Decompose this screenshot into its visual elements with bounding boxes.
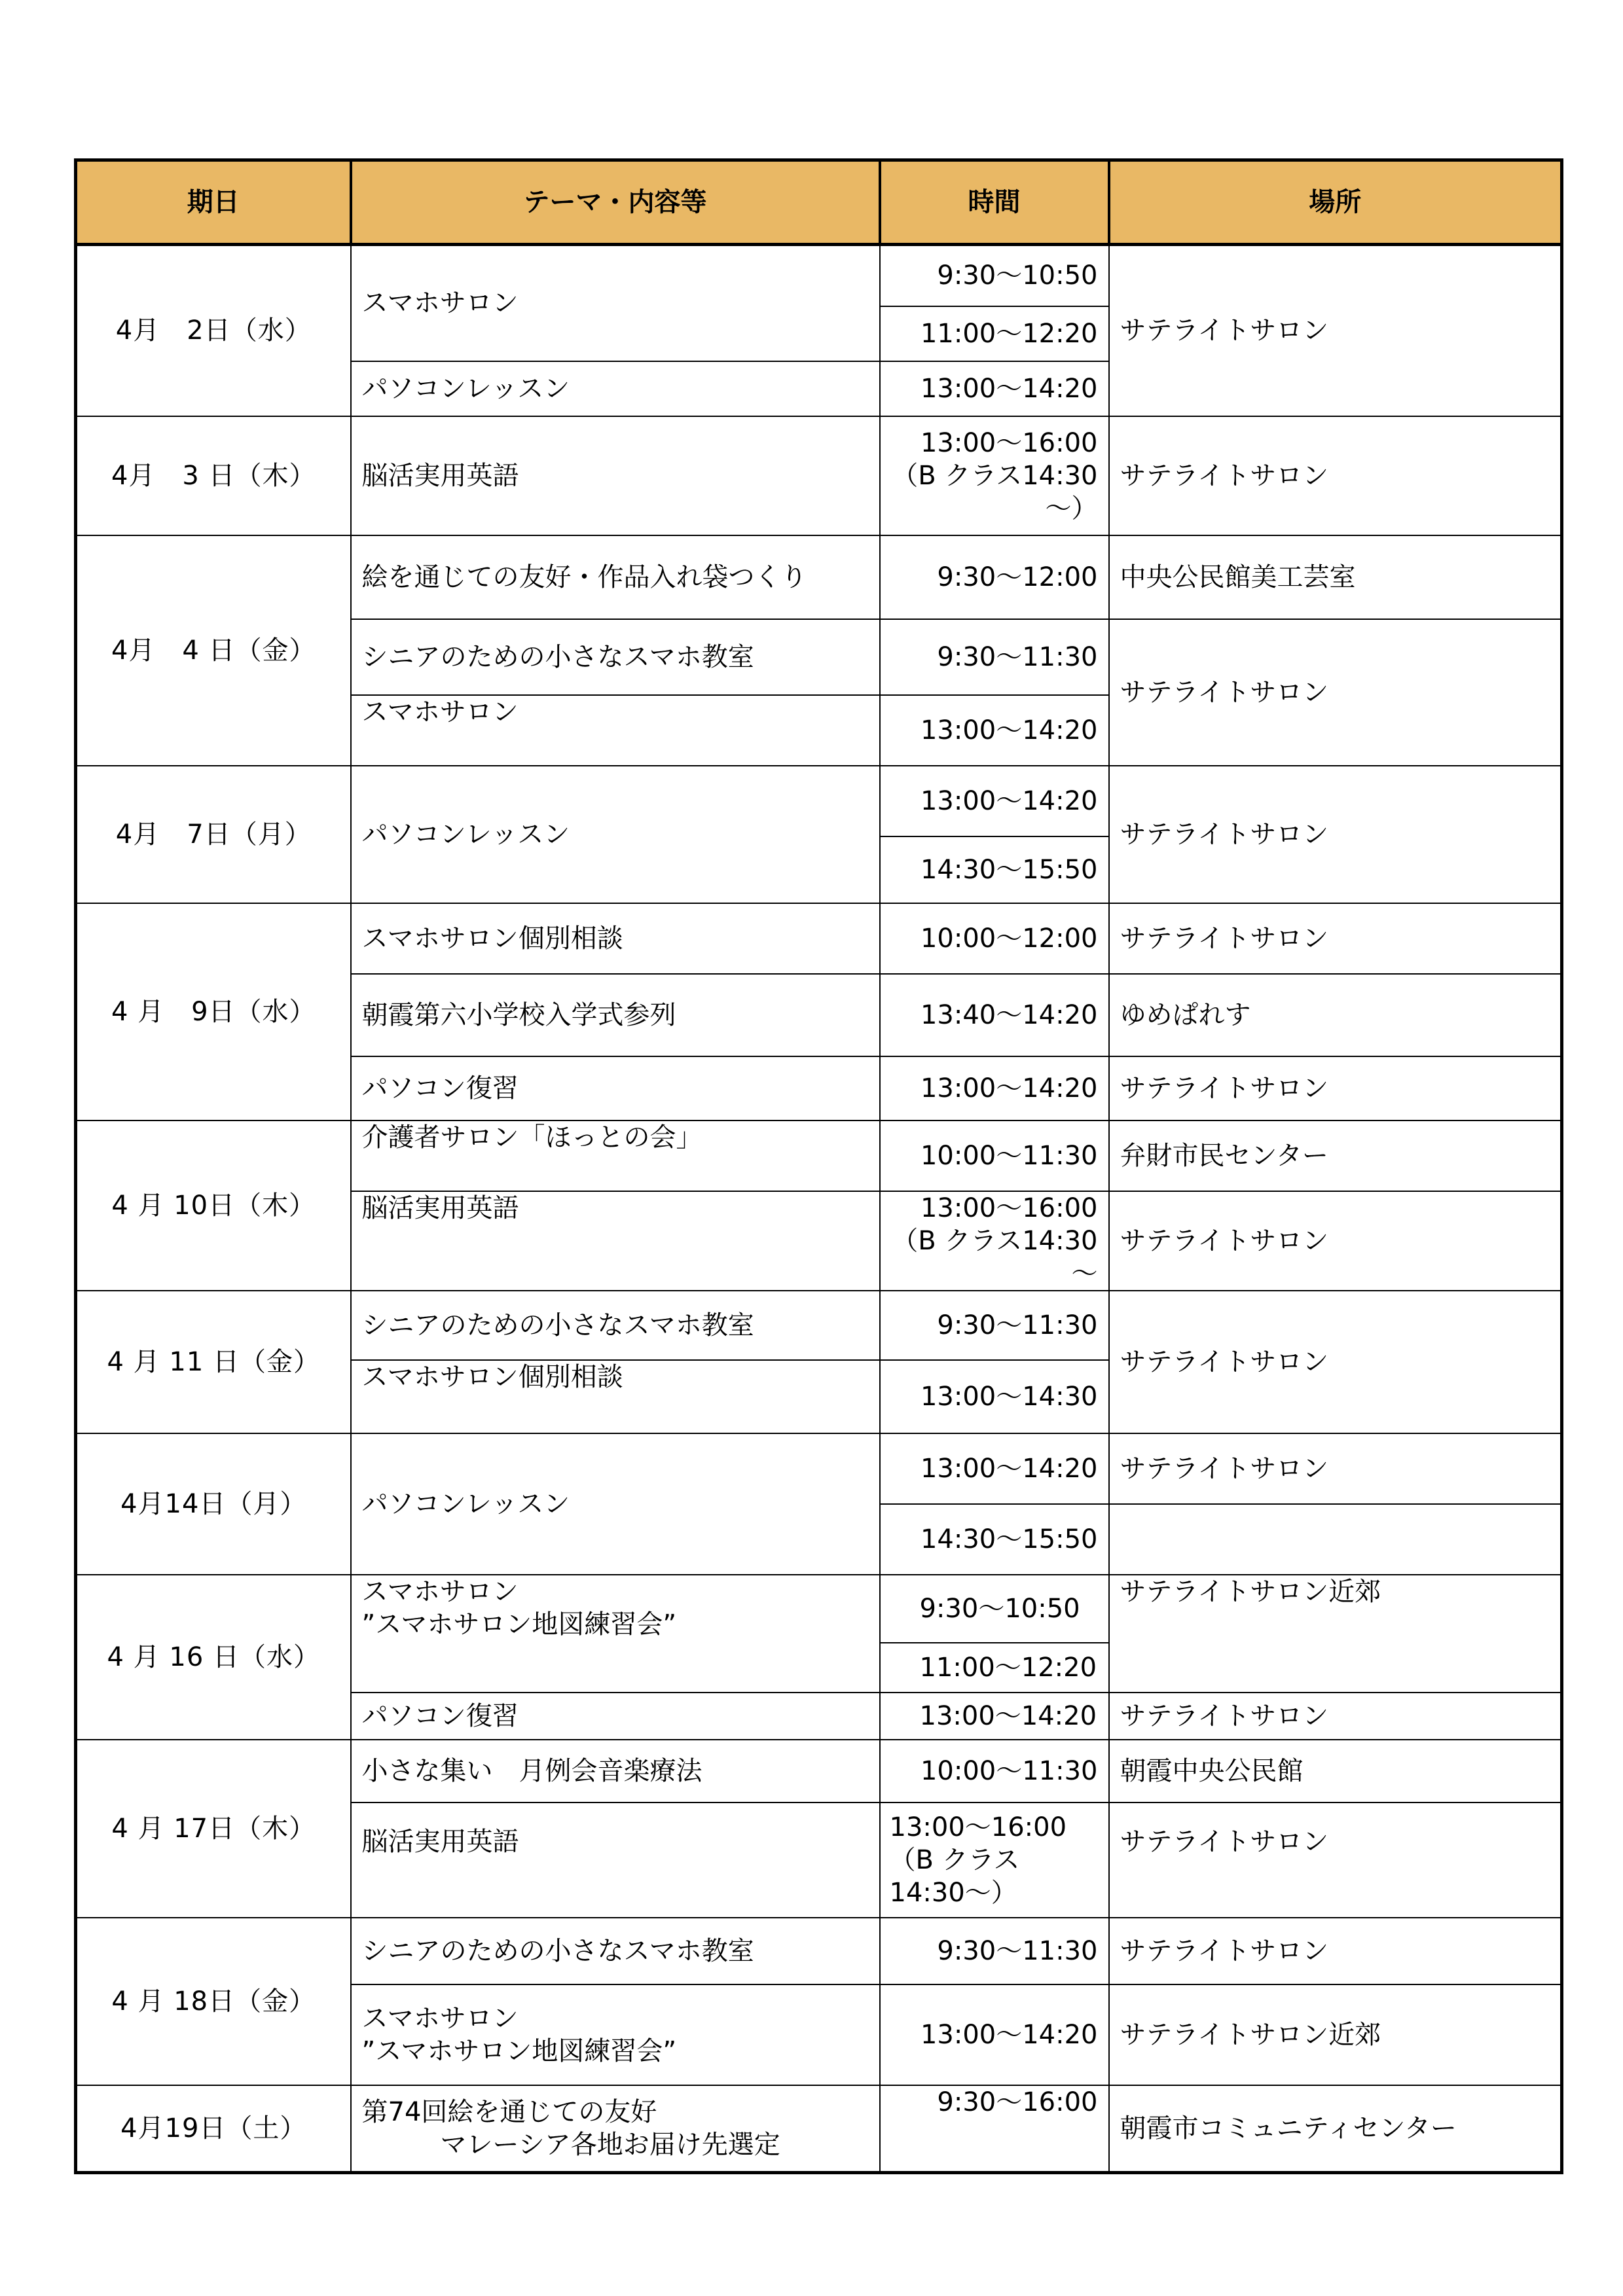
time-cell: 10:00～11:30: [880, 1740, 1109, 1803]
theme-cell: シニアのための小さなスマホ教室: [351, 619, 880, 695]
place-cell: サテライトサロン: [1109, 416, 1562, 535]
place-cell: サテライトサロン近郊: [1109, 1575, 1562, 1693]
schedule-table: [74, 158, 1563, 2174]
place-cell: サテライトサロン: [1109, 619, 1562, 766]
table-row: [76, 1575, 1562, 1643]
theme-cell: 朝霞第六小学校入学式参列: [351, 974, 880, 1056]
time-cell: 9:30～16:00: [880, 2085, 1109, 2173]
date-cell: 4月 2日（水）: [76, 245, 351, 416]
date-cell: 4 月 10日（木）: [76, 1121, 351, 1291]
header-time: 時間: [880, 160, 1109, 245]
date-cell: 4 月 11 日（金）: [76, 1291, 351, 1433]
time-cell: 9:30～12:00: [880, 535, 1109, 619]
time-cell: 13:00～16:00 （B クラス 14:30～）: [880, 1803, 1109, 1918]
time-cell: 10:00～11:30: [880, 1121, 1109, 1191]
theme-cell: スマホサロン個別相談: [351, 903, 880, 974]
theme-cell: 介護者サロン「ほっとの会」: [351, 1121, 880, 1191]
theme-cell: シニアのための小さなスマホ教室: [351, 1291, 880, 1360]
theme-cell: パソコン復習: [351, 1056, 880, 1121]
place-cell: [1109, 1504, 1562, 1575]
date-cell: 4 月 16 日（水）: [76, 1575, 351, 1740]
time-cell: 9:30～11:30: [880, 619, 1109, 695]
table-row: [76, 1121, 1562, 1191]
date-cell: 4月 3 日（木）: [76, 416, 351, 535]
place-cell: 弁財市民センター: [1109, 1121, 1562, 1191]
time-cell: 13:00～14:20: [880, 1984, 1109, 2085]
theme-cell: 脳活実用英語: [351, 1191, 880, 1291]
time-cell: 9:30～10:50: [880, 1575, 1109, 1643]
theme-cell: スマホサロン個別相談: [351, 1360, 880, 1433]
date-cell: 4月14日（月）: [76, 1433, 351, 1575]
time-cell: 13:00～14:20: [880, 695, 1109, 766]
table-row: [76, 903, 1562, 974]
place-cell: サテライトサロン: [1109, 1803, 1562, 1918]
theme-cell: パソコンレッスン: [351, 1433, 880, 1575]
header-row: [76, 160, 1562, 245]
date-cell: 4月19日（土）: [76, 2085, 351, 2173]
place-cell: 朝霞市コミュニティセンター: [1109, 2085, 1562, 2173]
header-date: 期日: [76, 160, 351, 245]
time-cell: 13:00～14:20: [880, 361, 1109, 416]
date-cell: 4 月 18日（金）: [76, 1918, 351, 2085]
table-row: [76, 1918, 1562, 1984]
time-cell: 13:00～14:20: [880, 1433, 1109, 1504]
place-cell: 朝霞中央公民館: [1109, 1740, 1562, 1803]
place-cell: サテライトサロン: [1109, 1191, 1562, 1291]
date-cell: 4 月 17日（木）: [76, 1740, 351, 1918]
theme-cell: 脳活実用英語: [351, 416, 880, 535]
place-cell: サテライトサロン: [1109, 1291, 1562, 1433]
place-cell: サテライトサロン: [1109, 903, 1562, 974]
time-cell: 13:00～14:20: [880, 1693, 1109, 1740]
time-cell: 9:30～11:30: [880, 1291, 1109, 1360]
theme-cell: 小さな集い 月例会音楽療法: [351, 1740, 880, 1803]
place-cell: ゆめぱれす: [1109, 974, 1562, 1056]
time-cell: 13:00～14:20: [880, 766, 1109, 836]
time-cell: 13:00～14:30: [880, 1360, 1109, 1433]
time-cell: 13:00～14:20: [880, 1056, 1109, 1121]
theme-cell: シニアのための小さなスマホ教室: [351, 1918, 880, 1984]
table-row: [76, 416, 1562, 535]
time-cell: 13:40～14:20: [880, 974, 1109, 1056]
place-cell: サテライトサロン: [1109, 1056, 1562, 1121]
theme-line: マレーシア各地お届け先選定: [440, 2129, 780, 2160]
time-cell: 10:00～12:00: [880, 903, 1109, 974]
time-cell: 14:30～15:50: [880, 836, 1109, 903]
time-cell: 11:00～12:20: [880, 1643, 1109, 1693]
time-cell: 14:30～15:50: [880, 1504, 1109, 1575]
place-cell: サテライトサロン: [1109, 245, 1562, 416]
time-cell: 13:00～16:00 （B クラス14:30 ～）: [880, 416, 1109, 535]
theme-cell: スマホサロン ”スマホサロン地図練習会”: [351, 1575, 880, 1693]
theme-cell: スマホサロン: [351, 245, 880, 361]
place-cell: サテライトサロン: [1109, 1918, 1562, 1984]
table-row: [76, 1433, 1562, 1504]
table-row: [76, 245, 1562, 306]
time-cell: 9:30～10:50: [880, 245, 1109, 306]
theme-cell: 絵を通じての友好・作品入れ袋つくり: [351, 535, 880, 619]
date-cell: 4月 7日（月）: [76, 766, 351, 903]
time-cell: 13:00～16:00 （B クラス14:30～: [880, 1191, 1109, 1291]
table-row: [76, 535, 1562, 619]
place-cell: サテライトサロン: [1109, 1693, 1562, 1740]
place-cell: 中央公民館美工芸室: [1109, 535, 1562, 619]
theme-cell: パソコン復習: [351, 1693, 880, 1740]
header-place: 場所: [1109, 160, 1562, 245]
theme-cell: [351, 2085, 880, 2173]
place-cell: サテライトサロン近郊: [1109, 1984, 1562, 2085]
theme-cell: パソコンレッスン: [351, 361, 880, 416]
table-row: [76, 1740, 1562, 1803]
header-theme: テーマ・内容等: [351, 160, 880, 245]
table-row: [76, 1291, 1562, 1360]
place-cell: サテライトサロン: [1109, 766, 1562, 903]
theme-cell: スマホサロン: [351, 695, 880, 766]
theme-cell: パソコンレッスン: [351, 766, 880, 903]
place-cell: サテライトサロン: [1109, 1433, 1562, 1504]
theme-line: 第74回絵を通じての友好: [361, 2096, 657, 2127]
time-cell: 11:00～12:20: [880, 306, 1109, 361]
date-cell: 4月 4 日（金）: [76, 535, 351, 766]
table-row: [76, 2085, 1562, 2173]
theme-cell: スマホサロン ”スマホサロン地図練習会”: [351, 1984, 880, 2085]
date-cell: 4 月 9日（水）: [76, 903, 351, 1121]
time-cell: 9:30～11:30: [880, 1918, 1109, 1984]
table-row: [76, 766, 1562, 836]
theme-cell: 脳活実用英語: [351, 1803, 880, 1918]
